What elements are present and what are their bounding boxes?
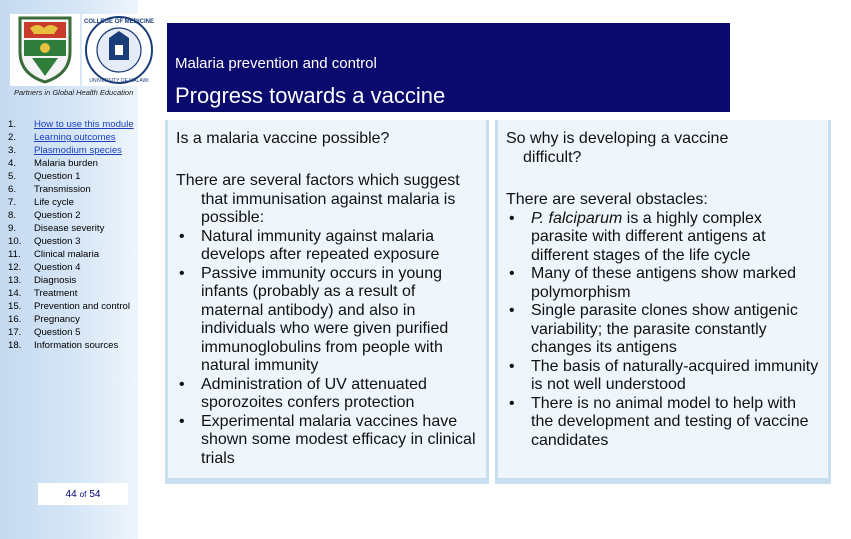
nav-item-label[interactable]: Question 4 xyxy=(34,262,81,273)
nav-item[interactable] xyxy=(8,248,140,261)
nav-item[interactable] xyxy=(8,300,140,313)
logo-graphics xyxy=(10,14,155,86)
nav-item-number: 7. xyxy=(8,197,17,208)
list-item: • The basis of naturally-acquired immunity is not well understood xyxy=(506,358,822,395)
nav-item-number: 14. xyxy=(8,288,22,299)
header-banner xyxy=(167,23,730,112)
right-panel-heading-line1: So why is developing a vaccine xyxy=(506,130,729,147)
nav-item[interactable] xyxy=(8,274,140,287)
page-of: of xyxy=(79,489,87,499)
nav-item-number: 17. xyxy=(8,327,22,338)
right-panel-intro: There are several obstacles: xyxy=(506,191,708,208)
college-crest-icon xyxy=(82,14,155,86)
page-current: 44 xyxy=(65,488,77,500)
nav-item-label[interactable]: Question 1 xyxy=(34,171,81,182)
nav-item-number: 6. xyxy=(8,184,17,195)
nav-item[interactable] xyxy=(8,287,140,300)
nav-item-number: 12. xyxy=(8,262,22,273)
nav-item[interactable] xyxy=(8,196,140,209)
nav-item-label[interactable]: Pregnancy xyxy=(34,314,80,325)
nav-item-number: 9. xyxy=(8,223,17,234)
nav-item-number: 10. xyxy=(8,236,22,247)
nav-item[interactable] xyxy=(8,183,140,196)
right-panel-heading xyxy=(506,130,820,167)
nav-item-label[interactable]: Learning outcomes xyxy=(34,132,116,143)
nav-item-label[interactable]: Question 3 xyxy=(34,236,81,247)
nav-item[interactable] xyxy=(8,326,140,339)
nav-item[interactable] xyxy=(8,144,140,157)
nav-item-number: 11. xyxy=(8,249,21,260)
shield-logo-icon xyxy=(10,14,80,86)
nav-item[interactable] xyxy=(8,131,140,144)
nav-item-number: 8. xyxy=(8,210,17,221)
vaccine-possible-panel xyxy=(165,120,489,484)
page-counter xyxy=(38,483,128,505)
nav-item-label[interactable]: Treatment xyxy=(34,288,78,299)
right-panel-list xyxy=(506,210,822,451)
logos xyxy=(10,14,155,86)
nav-item[interactable] xyxy=(8,313,140,326)
left-panel-body xyxy=(176,172,480,468)
nav-item-number: 5. xyxy=(8,171,17,182)
list-item: • There is no animal model to help with the development and testing of vaccine candidates xyxy=(506,395,822,451)
species-name: P. falciparum xyxy=(531,209,623,227)
nav-item-label[interactable]: Plasmodium species xyxy=(34,145,122,156)
nav-item-label[interactable]: Diagnosis xyxy=(34,275,77,286)
nav-item-label[interactable]: Life cycle xyxy=(34,197,74,208)
left-panel-intro: There are several factors which suggest that immunisation against malaria is possible: xyxy=(176,172,460,226)
nav-item-number: 4. xyxy=(8,158,17,169)
svg-text:UNIVERSITY OF MALAWI: UNIVERSITY OF MALAWI xyxy=(89,78,149,84)
nav-item[interactable] xyxy=(8,118,140,131)
left-panel-heading: Is a malaria vaccine possible? xyxy=(176,130,390,147)
module-navigation xyxy=(8,118,140,352)
page-title: Progress towards a vaccine xyxy=(175,83,446,108)
nav-item-label[interactable]: How to use this module xyxy=(34,119,134,130)
nav-item-number: 18. xyxy=(8,340,22,351)
nav-item-number: 13. xyxy=(8,275,22,286)
right-panel-body xyxy=(506,191,822,450)
page-total: 54 xyxy=(89,488,101,500)
nav-item-label[interactable]: Information sources xyxy=(34,340,119,351)
svg-text:COLLEGE OF MEDICINE: COLLEGE OF MEDICINE xyxy=(83,19,155,25)
nav-item-label[interactable]: Malaria burden xyxy=(34,158,98,169)
list-item: • Natural immunity against malaria develops after repeated exposure xyxy=(176,228,480,265)
nav-item[interactable] xyxy=(8,170,140,183)
nav-item-number: 1. xyxy=(8,119,17,130)
left-panel-list xyxy=(176,228,480,469)
nav-item[interactable] xyxy=(8,222,140,235)
section-title: Malaria prevention and control xyxy=(175,55,377,72)
list-item-text: is a highly complex parasite with different antigens at different stages of the life cycle xyxy=(531,209,766,264)
nav-item-label[interactable]: Transmission xyxy=(34,184,91,195)
nav-item-number: 2. xyxy=(8,132,17,143)
nav-item-label[interactable]: Clinical malaria xyxy=(34,249,100,260)
right-panel-heading-line2: difficult? xyxy=(523,148,582,166)
nav-item[interactable] xyxy=(8,261,140,274)
nav-item-number: 16. xyxy=(8,314,22,325)
nav-item-number: 3. xyxy=(8,145,17,156)
nav-item-number: 15. xyxy=(8,301,22,312)
nav-item-label[interactable]: Prevention and control xyxy=(34,301,130,312)
nav-item[interactable] xyxy=(8,209,140,222)
list-item: • Passive immunity occurs in young infants (probably as a result of maternal antibody) and also in individuals who were given purified immunoglobulins from people with natural immunity xyxy=(176,265,480,376)
nav-item[interactable] xyxy=(8,235,140,248)
vaccine-difficult-panel xyxy=(495,120,831,484)
list-item: • Experimental malaria vaccines have shown some modest efficacy in clinical trials xyxy=(176,413,480,469)
list-item xyxy=(506,210,822,266)
list-item: • Many of these antigens show marked polymorphism xyxy=(506,265,822,302)
sidebar xyxy=(0,0,155,539)
nav-item-label[interactable]: Question 2 xyxy=(34,210,81,221)
list-item: • Single parasite clones show antigenic variability; the parasite constantly changes its antigens xyxy=(506,302,822,358)
logo-caption: Partners in Global Health Education xyxy=(14,88,134,97)
list-item: • Administration of UV attenuated sporozoites confers protection xyxy=(176,376,480,413)
nav-item[interactable] xyxy=(8,339,140,352)
nav-item[interactable] xyxy=(8,157,140,170)
nav-item-label[interactable]: Disease severity xyxy=(34,223,105,234)
nav-item-label[interactable]: Question 5 xyxy=(34,327,81,338)
